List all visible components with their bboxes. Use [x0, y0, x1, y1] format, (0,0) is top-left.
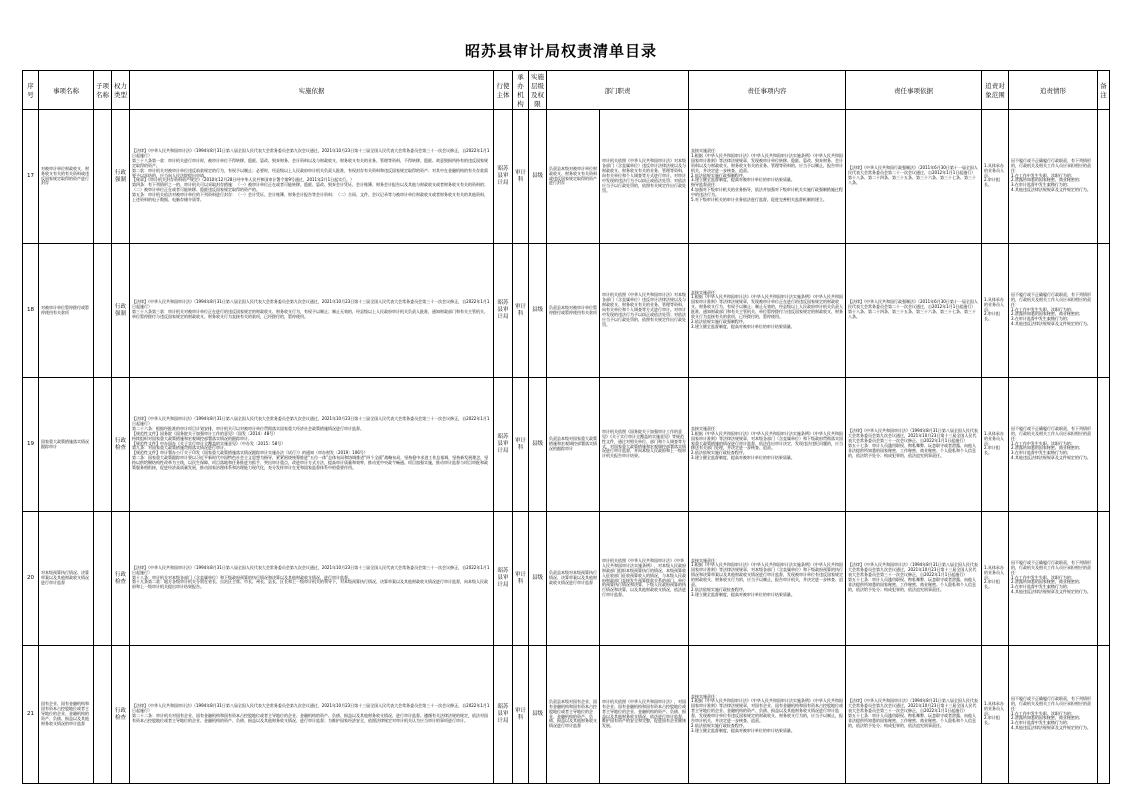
header-type: 权力类型: [112, 71, 130, 110]
scope-text: 1.具体承办的业务员人员； 2.审计组长。: [984, 700, 1004, 726]
cell-no: 17: [23, 110, 39, 244]
cell-lawbasis: [846, 378, 982, 512]
power-list-table: [22, 70, 1110, 784]
cell-level: 县级: [529, 244, 547, 378]
cell-lawbasis: [846, 110, 982, 244]
cell-basis: [130, 512, 494, 646]
cell-duty1: 负责县本级对国家重大政策措施和宏观调控部署落实情况的跟踪审计: [547, 378, 600, 512]
cell-sub: [94, 244, 112, 378]
basis-text: 【法律】《中华人民共和国审计法》（1994年8月31日第八届全国人民代表大会常务委员会第九次会议通过，2021年10月23日第十三届全国人民代表大会常务委员会第三十一次会议修正，自2022年1月1日起施行） 第二十六条：根据经批准的审计项目计划安排，审计机关可以对被审计单位贯彻落实国家重大经济社会政策措施情况进行审计监督。 【规范性文件】国务院《国务院关于加强审计工作的意见》（国发〔2014〕48号） 持续组织对国家重大政策措施和宏观调控部署落实情况的跟踪审计。 【规范性文件】中办国办《关于实行审计全覆盖的实施意见》（中办发〔2015〕58号） 第九条：对国家重大政策措施贯彻落实情况进行审计。 【规范性文件】审计署办公厅关于印发《国家重大政策措施落实情况跟踪审计实施办法（试行）》的通知（审办财发〔2019〕106号） 第二条：国家重大政策跟踪审计要以习近平新时代中国特色社会主义思想为指导，紧紧围绕统筹推进“五位一体”总体布局和协调推进“四个全面”战略布局，坚持稳中求进工作总基调，坚持新发展理念，坚持以供给侧结构性改革为主线，以民生保障、项目落地和任务推进为抓手，突出审计重点，改进审计方式方法，提高审计质量和效率，推动党中央政令畅通。项目加强实施，推动审计监督与项目审批和政策服务相衔接，促进经济高质量发展，推动国家治理体系和治理能力现代化，充分发挥审计在党和国家监督体系中的重要作用。: [132, 416, 490, 470]
content-text: 直接实施责任： 1.根据《中华人民共和国审计法》《中华人民共和国审计法实施条例》《中华人民共和国国家审计准则》等法律法规规章，对本级各部门（含直属单位）和下级政府预算的执行情况和决算草案以及其他财政收支情况进行审计监督，发现被审计单位有违反国家规定的财政收支、财务收支行为的，应当予以制止，报告审计机关，并决定进一步核查、追责。 2.依法依规实施行政检查程序。 3.建立健全监督制度，提高对被审计单位的审计结果质量。: [691, 557, 843, 597]
cell-sub: [94, 110, 112, 244]
cell-subject: 昭苏县审计局: [494, 378, 513, 512]
cell-duty2: 审计机关依照《国务院关于加强审计工作的意见》《关于实行审计全覆盖的实施意见》等规范性文件，通过对相关单位、部门和个人调查等方式，对国家重大政策措施和宏观调控部署落实情况进行审计监督，并向本级人民政府和上一级审计机关报告审计结果。: [600, 378, 689, 512]
cell-basis: [130, 378, 494, 512]
lawbasis-text: 【法律】《中华人民共和国行政强制法》（2011年6月30日第十一届全国人民代表大会常务委员会第二十一次会议通过，自2012年1月1日起施行） 第十八条、第二十四条、第三十五条、第三十六条、第三十七条、第三十八条。: [848, 299, 978, 319]
content-text: 直接实施责任： 1.根据《中华人民共和国审计法》《中华人民共和国审计法实施条例》《中华人民共和国国家审计准则》等法律法规规章，发现被审计单位正在进行的违反国家规定的财政收支、财务收支行为，有权予以制止；制止无效的，经县级以上人民政府审计机关负责人批准，通知财政部门和有关主管机关、单位暂停拨付与违反国家规定的财政收支、财务收支行为直接有关的款项，已经拨付的，暂停使用。 2.依法依规实施行政强制程序。 3.建立健全监督制度，提高对被审计单位的审计结果质量。: [691, 289, 843, 329]
cell-type: 行政强制: [112, 244, 130, 378]
cell-name: 对被审计单位财政收支、财务收支有关的有关资料或违反国家规定取得的资产进行封存: [39, 110, 94, 244]
cell-basis: [130, 646, 494, 784]
table-row: [23, 244, 1110, 378]
cell-duty1: 负责县本级对被审计单位财政收支、财务收支有关资料或违反国家规定取得的资产进行封存: [547, 110, 600, 244]
header-cases: 追责情形: [1009, 71, 1098, 110]
scope-text: 1.具体承办的业务员人员； 2.审计组长。: [984, 430, 1004, 456]
cell-org: 审计科: [513, 512, 529, 646]
cell-duty2: 审计机关依照《中华人民共和国审计法》对本级各部门（含直属单位）违反审计法律法规以及与财政收支、财务收支有关的业务、管理等资料，向有关单位和个人调查等方式进行审计。对审计中发现的违法行为予以纠正或依法处罚；对依法应当予以行政处罚的，依照有关规定作出行政处罚。: [600, 244, 689, 378]
cell-remark: [1098, 110, 1110, 244]
header-duty: 部门职责: [547, 71, 689, 110]
cell-remark: [1098, 378, 1110, 512]
cell-duty2: 审计机关依照《中华人民共和国审计法》，对国有企业、国有金融机构和国有资本占控股地位或者主导地位的企业、金融机构的资产、负债、损益以及其他财务收支情况，依法进行审计监督，维护国有资产的安全和完整，促进国有企业健康发展。: [600, 646, 689, 784]
lawbasis-text: 【法律】《中华人民共和国审计法》（1994年8月31日第八届全国人民代表大会常务委员会第九次会议通过，2021年10月23日第十三届全国人民代表大会常务委员会第三十一次会议修正，自2022年1月1日起施行） 第五十七条：审计人员滥用职权、徇私舞弊、玩忽职守或者泄露、向他人非法提供所知悉的国家秘密、工作秘密、商业秘密、个人隐私和个人信息的，依法给予处分；构成犯罪的，依法追究刑事责任。: [848, 698, 978, 728]
header-scope: 追责对象范围: [982, 71, 1009, 110]
cell-subject: 昭苏县审计局: [494, 646, 513, 784]
cases-text: 因不履行或不正确履行行政职责，有下列情形的，行政机关及相关工作人员应承担相应的责任： 1.在工作中发生失职、渎职行为的； 2.泄露所知悉的国家秘密、商业秘密的； 3.在审计监督中发生索贿行为的； 4.其他违反法律法规规章及文件规定的行为。: [1011, 291, 1091, 327]
cell-scope: [982, 110, 1009, 244]
cell-level: 县级: [529, 110, 547, 244]
cell-level: 县级: [529, 512, 547, 646]
cell-org: 审计科: [513, 244, 529, 378]
cell-remark: [1098, 646, 1110, 784]
cell-sub: [94, 512, 112, 646]
cell-org: 审计科: [513, 646, 529, 784]
scope-text: 1.具体承办的业务员人员； 2.审计组长。: [984, 564, 1004, 590]
cell-scope: [982, 244, 1009, 378]
table-row: [23, 110, 1110, 244]
cell-lawbasis: [846, 512, 982, 646]
cell-subject: 昭苏县审计局: [494, 512, 513, 646]
basis-text: 【法律】《中华人民共和国审计法》（1994年8月31日第八届全国人民代表大会常务委员会第九次会议通过，2021年10月23日第十三届全国人民代表大会常务委员会第三十一次会议修正，自2022年1月1日起施行） 第三十八条第三款：审计机关对被审计单位正在进行的违反国家规定的财政收支、财务收支行为，有权予以制止；制止无效的，经县级以上人民政府审计机关负责人批准，通知财政部门和有关主管机关、单位暂停拨付与违反国家规定的财政收支、财务收支行为直接有关的款项，已经拨付的，暂停使用。: [132, 299, 490, 319]
cases-text: 因不履行或不正确履行行政职责，有下列情形的，行政机关及相关工作人员应承担相应的责任： 1.在工作中发生失职、渎职行为的； 2.泄露所知悉的国家秘密、商业秘密的； 3.在审计监督中发生索贿行为的； 4.其他违反法律法规规章及文件规定的行为。: [1011, 425, 1091, 461]
table-row: [23, 646, 1110, 784]
cell-content: [689, 512, 846, 646]
header-remark: 备注: [1098, 71, 1110, 110]
content-text: 直接实施责任： 1.根据《中华人民共和国审计法》《中华人民共和国审计法实施条例》《中华人民共和国国家审计准则》等法律法规规章，对国有企业、国有金融机构和国有资本占控股地位或者主导地位的企业、金融机构的资产、负债、损益以及其他财务收支情况进行审计监督，发现被审计单位有违反国家规定的财政收支、财务收支行为的，应当予以制止，报告审计机关，并决定进一步核查、追责。 2.依法依规实施行政检查程序。 3.建立健全监督制度，提高对被审计单位的审计结果质量。: [691, 693, 843, 733]
cell-no: 21: [23, 646, 39, 784]
cell-no: 19: [23, 378, 39, 512]
cell-scope: [982, 512, 1009, 646]
lawbasis-text: 【法律】《中华人民共和国行政强制法》（2011年6月30日第十一届全国人民代表大会常务委员会第二十一次会议通过，自2012年1月1日起施行） 第十八条、第二十四条、第三十五条、第三十六条、第三十七条、第三十八条。: [848, 165, 978, 185]
cell-duty2: 审计机关依照《中华人民共和国审计法》《中华人民共和国审计法实施条例》，对本级人民政府财政部门组织本级预算执行的情况，本级预算收入征收部门征收预算收入的情况，与本级人民政府财政部门直接发生预算拨款关系的部门、单位的预算执行情况和决算，下级人民政府预算的执行情况和决算，以及其他财政收支情况，依法进行审计监督。: [600, 512, 689, 646]
cell-content: [689, 110, 846, 244]
header-no: 序号: [23, 71, 39, 110]
cell-name: 对被审计单位暂停拨付或暂停使用有关款项: [39, 244, 94, 378]
scope-text: 1.具体承办的业务员人员； 2.审计组长。: [984, 162, 1004, 188]
table-row: [23, 512, 1110, 646]
cell-subject: 昭苏县审计局: [494, 244, 513, 378]
scope-text: 1.具体承办的业务员人员； 2.审计组长。: [984, 296, 1004, 322]
cell-basis: [130, 110, 494, 244]
lawbasis-text: 【法律】《中华人民共和国审计法》（1994年8月31日第八届全国人民代表大会常务委员会第九次会议通过，2021年10月23日第十三届全国人民代表大会常务委员会第三十一次会议修正，自2022年1月1日起施行） 第五十七条：审计人员滥用职权、徇私舞弊、玩忽职守或者泄露、向他人非法提供所知悉的国家秘密、工作秘密、商业秘密、个人隐私和个人信息的，依法给予处分；构成犯罪的，依法追究刑事责任。: [848, 428, 978, 458]
cell-scope: [982, 378, 1009, 512]
basis-text: 【法律】《中华人民共和国审计法》（1994年8月31日第八届全国人民代表大会常务委员会第九次会议通过，2021年10月23日第十三届全国人民代表大会常务委员会第三十一次会议修正，自2022年1月1日起施行） 第十八条：审计机关对本级各部门（含直属单位）和下级政府预算的执行情况和决算以及其他财政收支情况，进行审计监督。 第十九条第二款：地方各级审计机关分别在省长、自治区主席、市长、州长、县长、区长和上一级审计机关的领导下，对本级预算执行情况、决算草案以及其他财政收支情况进行审计监督，向本级人民政府和上一级审计机关提出审计结果报告。: [132, 564, 490, 590]
cell-name: 国有企业、国有金融机构和国有资本占控股地位或者主导地位的企业、金融机构的资产、负债、损益以及其他财务收支情况的审计监督: [39, 646, 94, 784]
cell-type: 行政检查: [112, 512, 130, 646]
cell-no: 18: [23, 244, 39, 378]
cases-text: 因不履行或不正确履行行政职责，有下列情形的，行政机关及相关工作人员应承担相应的责任： 1.在工作中发生失职、渎职行为的； 2.泄露所知悉的国家秘密、商业秘密的； 3.在审计监督中发生索贿行为的； 4.其他违反法律法规规章及文件规定的行为。: [1011, 695, 1091, 731]
cell-lawbasis: [846, 244, 982, 378]
cell-cases: [1009, 646, 1098, 784]
cell-org: 审计科: [513, 110, 529, 244]
header-name: 事项名称: [39, 71, 94, 110]
cell-content: [689, 646, 846, 784]
header-basis: 实施依据: [130, 71, 494, 110]
cell-cases: [1009, 512, 1098, 646]
content-text: 直接实施责任： 1.根据《中华人民共和国审计法》《中华人民共和国审计法实施条例》《中华人民共和国国家审计准则》等法律法规规章，对本级各部门（含直属单位）和下级政府贯彻落实国家重大政策措施的情况进行审计监督，依法作出审计决定，发现违法违纪问题的，应当移送有关部门处理，并决定进一步核查、追责。 2.依法依规实施行政检查程序。 3.建立健全监督制度，提高对被审计单位的审计结果质量。: [691, 425, 843, 461]
cell-subject: 昭苏县审计局: [494, 110, 513, 244]
cases-text: 因不履行或不正确履行行政职责，有下列情形的，行政机关及相关工作人员应承担相应的责任： 1.在工作中发生失职、渎职行为的； 2.泄露所知悉的国家秘密、商业秘密的； 3.在审计监督中发生索贿行为的； 4.其他违反法律法规规章及文件规定的行为。: [1011, 157, 1091, 193]
header-level: 实施层级及权限: [529, 71, 547, 110]
basis-text: 【法律】《中华人民共和国审计法》（1994年8月31日第八届全国人民代表大会常务委员会第九次会议通过，2021年10月23日第十三届全国人民代表大会常务委员会第三十一次会议修正，自2022年1月1日起施行） 第三十八条第一款：审计机关进行审计时，被审计单位不得转移、隐匿、篡改、毁弃财务、会计资料以及与财政收支、财务收支有关的业务、管理等资料，不得转移、隐匿、故意毁损所持有的违反国家规定取得的资产。 第二款：审计机关对被审计单位违反前款规定的行为，有权予以制止；必要时，经县级以上人民政府审计机关负责人批准，有权封存有关资料和违反国家规定取得的资产；对其中在金融机构的有关存款需要予以冻结的，应当向人民法院提出申请。 【规章】《审计机关封存资料资产规定》（2010年12月28日经中华人民共和国审计署令第9号通过，2011年2月1日起实行。） 第四条：有下列情形之一的，审计机关可以采取封存措施：（一）被审计单位正在或者可能转移、隐匿、篡改、毁弃会计凭证、会计账簿、财务会计报告以及其他与财政收支或者财务收支有关的资料的；（二）被审计单位正在或者可能转移、隐匿违反国家规定取得的资产的。 第五条：审计机关依法对被审计单位的下列资料进行封存：（一）会计凭证、会计账簿、财务会计报告等会计资料；（二）合同、文件、会议记录等与被审计单位财政收支或者财务收支有关的其他资料，上述资料的电子数据、电脑存储介质等。: [132, 148, 490, 202]
cell-type: 行政检查: [112, 646, 130, 784]
cell-org: 审计科: [513, 378, 529, 512]
header-lawbasis: 责任事项依据: [846, 71, 982, 110]
cell-duty1: 负责县本级对被审计单位暂停拨付或暂停使用有关款项: [547, 244, 600, 378]
header-sub: 子项名称: [94, 71, 112, 110]
cell-type: 行政强制: [112, 110, 130, 244]
cell-content: [689, 378, 846, 512]
header-org: 承办机构: [513, 71, 529, 110]
cell-type: 行政检查: [112, 378, 130, 512]
lawbasis-text: 【法律】《中华人民共和国审计法》（1994年8月31日第八届全国人民代表大会常务委员会第九次会议通过，2021年10月23日第十三届全国人民代表大会常务委员会第三十一次会议修正，自2022年1月1日起施行） 第五十七条：审计人员滥用职权、徇私舞弊、玩忽职守或者泄露、向他人非法提供所知悉的国家秘密、工作秘密、商业秘密、个人隐私和个人信息的，依法给予处分；构成犯罪的，依法追究刑事责任。: [848, 562, 978, 592]
header-row: [23, 71, 1110, 110]
cell-cases: [1009, 378, 1098, 512]
table-row: [23, 378, 1110, 512]
basis-text: 【法律】《中华人民共和国审计法》（1994年8月31日第八届全国人民代表大会常务委员会第九次会议通过，2021年10月23日第十三届全国人民代表大会常务委员会第三十一次会议修正，自2022年1月1日起施行） 第二十二条：审计机关对国有企业、国有金融机构和国有资本占控股地位或者主导地位的企业、金融机构的资产、负债、损益以及其他财务收支情况，进行审计监督。遵循有关法律法规的规定，依法对国有资本占控股地位或者主导地位的企业、金融机构的资产、负债、损益以及其他财务收支情况，进行审计监督；为维护国家经济安全，依照法律规定对审计机关认为应当审计的事项进行审计。: [132, 703, 490, 723]
content-text: 直接实施责任： 1.根据《中华人民共和国审计法》《中华人民共和国审计法实施条例》《中华人民共和国国家审计准则》等法律法规规章，发现被审计单位转移、隐匿、篡改、毁弃财务、会计资料以及与财政收支、财务收支有关的业务、管理等资料的，应当予以制止，报告审计机关，并决定进一步核查、追责。 2.依法依规实施行政强制程序。 3.建立健全监督制度，提高对被审计单位的审计结果质量。 指导监督责任： 4.加强对下级审计机关的业务指导，依法并加强对下级审计机关实施行政强制措施过程中的违法行为。 5.对下级审计机关的审计业务依法进行监督，促进完善相关监督机制的建立。: [691, 148, 843, 202]
cell-content: [689, 244, 846, 378]
cell-cases: [1009, 244, 1098, 378]
cell-duty1: 负责县本级对本级预算执行情况、决算草案以及其他财政收支情况进行审计监督: [547, 512, 600, 646]
header-content: 责任事项内容: [689, 71, 846, 110]
cell-name: 国家重大政策措施落实情况跟踪审计: [39, 378, 94, 512]
page-title: 昭苏县审计局权责清单目录: [464, 42, 657, 60]
cell-sub: [94, 378, 112, 512]
cell-sub: [94, 646, 112, 784]
cell-level: 县级: [529, 646, 547, 784]
cell-no: 20: [23, 512, 39, 646]
cell-duty2: 审计机关依照《中华人民共和国审计法》对本级各部门（含直属单位）违反审计法律法规以及与财政收支、财务收支有关的业务、管理等资料，向有关单位和个人调查等方式进行审计。对审计中发现的违法行为予以纠正或依法处罚；对依法应当予以行政处罚的，依照有关规定作出行政处罚。: [600, 110, 689, 244]
cell-scope: [982, 646, 1009, 784]
cases-text: 因不履行或不正确履行行政职责，有下列情形的，行政机关及相关工作人员应承担相应的责任： 1.在工作中发生失职、渎职行为的； 2.泄露所知悉的国家秘密、商业秘密的； 3.在审计监督中发生索贿行为的； 4.其他违反法律法规规章及文件规定的行为。: [1011, 559, 1091, 595]
cell-remark: [1098, 512, 1110, 646]
cell-lawbasis: [846, 646, 982, 784]
cell-remark: [1098, 244, 1110, 378]
cell-basis: [130, 244, 494, 378]
header-subject: 行使主体: [494, 71, 513, 110]
cell-level: 县级: [529, 378, 547, 512]
cell-name: 对本级预算执行情况、决算草案以及其他财政收支情况进行审计监督: [39, 512, 94, 646]
cell-duty1: 负责县本级对国有企业、国有金融机构和国有资本占控股地位或者主导地位的企业、金融机构的资产、负债、损益以及其他财务收支情况进行审计监督: [547, 646, 600, 784]
cell-cases: [1009, 110, 1098, 244]
